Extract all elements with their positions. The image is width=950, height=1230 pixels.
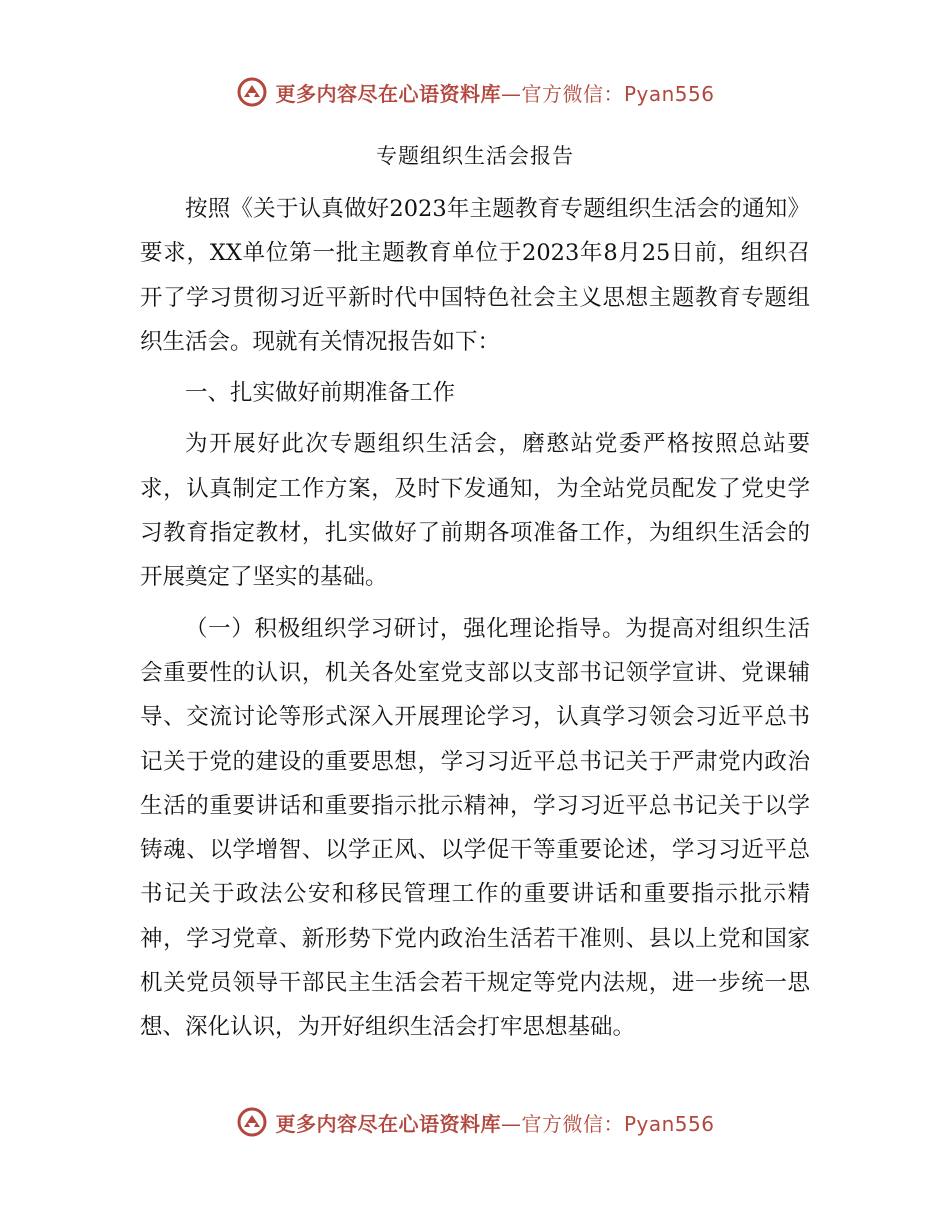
- page-title: 专题组织生活会报告: [376, 144, 574, 168]
- watermark-banner-bottom: [0, 1102, 950, 1142]
- watermark-banner-top: [0, 72, 950, 112]
- paragraph-intro: 按照《关于认真做好2023年主题教育专题组织生活会的通知》要求，XX单位第一批主题教育单位于2023年8月25日前，组织召开了学习贯彻习近平新时代中国特色社会主义思想主题教育专题组织生活会。现就有关情况报告如下：: [140, 196, 810, 355]
- watermark-text: 更多内容尽在心语资料库—官方微信：Pyan556: [275, 1111, 715, 1136]
- watermark-text: 更多内容尽在心语资料库—官方微信：Pyan556: [275, 81, 715, 106]
- section-heading: 一、扎实做好前期准备工作: [185, 380, 456, 407]
- book-logo-icon: [235, 75, 269, 109]
- book-logo-icon: [235, 1105, 269, 1139]
- paragraph: 为开展好此次专题组织生活会，磨憨站党委严格按照总站要求，认真制定工作方案，及时下发通知，为全站党员配发了党史学习教育指定教材，扎实做好了前期各项准备工作，为组织生活会的开展奠定了坚实的基础。: [140, 431, 810, 591]
- document-body: [140, 187, 810, 1050]
- paragraph: （一）积极组织学习研讨，强化理论指导。为提高对组织生活会重要性的认识，机关各处室党支部以支部书记领学宣讲、党课辅导、交流讨论等形式深入开展理论学习，认真学习领会习近平总书记关于党的建设的重要思想，学习习近平总书记关于严肃党内政治生活的重要讲话和重要指示批示精神，学习习近平总书记关于以学铸魂、以学增智、以学正风、以学促干等重要论述，学习习近平总书记关于政法公安和移民管理工作的重要讲话和重要指示批示精神，学习党章、新形势下党内政治生活若干准则、县以上党和国家机关党员领导干部民主生活会若干规定等党内法规，进一步统一思想、深化认识，为开好组织生活会打牢思想基础。: [140, 615, 810, 1041]
